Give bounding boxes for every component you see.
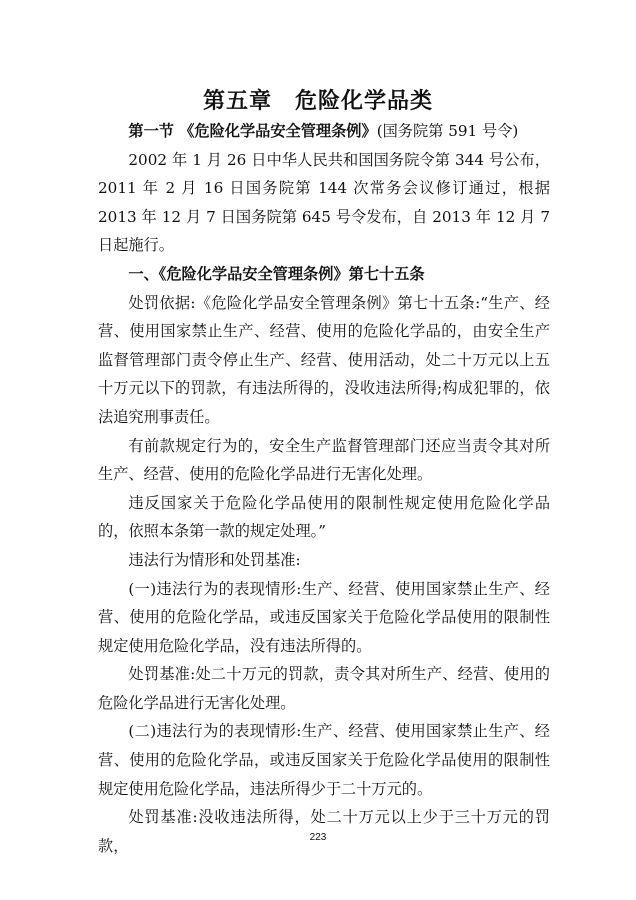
section-heading-suffix: (国务院第 591 号令) [376, 122, 519, 140]
violation-criteria-label: 违法行为情形和处罚基准: [128, 550, 301, 569]
case-one-penalty: 处罚基准:处二十万元的罚款，责令其对所生产、经营、使用的危险化学品进行无害化处理。 [98, 665, 550, 712]
restriction-violation-paragraph: 违反国家关于危险化学品使用的限制性规定使用危险化学品的，依照本条第一款的规定处理。” [98, 493, 550, 541]
article-heading: 一、《危险化学品安全管理条例》第七十五条 [128, 264, 425, 283]
case-two-situation: (二)违法行为的表现情形:生产、经营、使用国家禁止生产、经营、使用的危险化学品，或违反国家关于危险化学品使用的限制性规定使用危险化学品，违法所得少于二十万元的。 [98, 722, 550, 798]
case-one-situation: (一)违法行为的表现情形:生产、经营、使用国家禁止生产、经营、使用的危险化学品，或违反国家关于危险化学品使用的限制性规定使用危险化学品，没有违法所得的。 [98, 579, 550, 655]
section-heading [98, 117, 550, 146]
section-heading-title: 第一节 《危险化学品安全管理条例》 [128, 122, 377, 140]
page-number: 223 [309, 832, 327, 843]
regulation-history-paragraph: 2002 年 1 月 26 日中华人民共和国国务院令第 344 号公布，2011 年 2 月 16 日国务院第 144 次常务会议修订通过，根据 2013 年 12 月 7 日国务院第 645 号令发布，自 2013 年 12 月 7 日起施行。 [98, 150, 550, 255]
case-two-penalty: 处罚基准:没收违法所得，处二十万元以上少于三十万元的罚款， [98, 808, 550, 855]
document-body [98, 117, 550, 860]
chapter-title: 第五章 危险化学品类 [202, 89, 433, 114]
harmless-treatment-paragraph: 有前款规定行为的，安全生产监督管理部门还应当责令其对所生产、经营、使用的危险化学品进行无害化处理。 [98, 436, 550, 484]
penalty-basis-paragraph: 处罚依据:《危险化学品安全管理条例》第七十五条:“生产、经营、使用国家禁止生产、经营、使用的危险化学品的，由安全生产监督管理部门责令停止生产、经营、使用活动，处二十万元以上五十万元以下的罚款，有违法所得的，没收违法所得;构成犯罪的，依法追究刑事责任。 [98, 293, 550, 426]
